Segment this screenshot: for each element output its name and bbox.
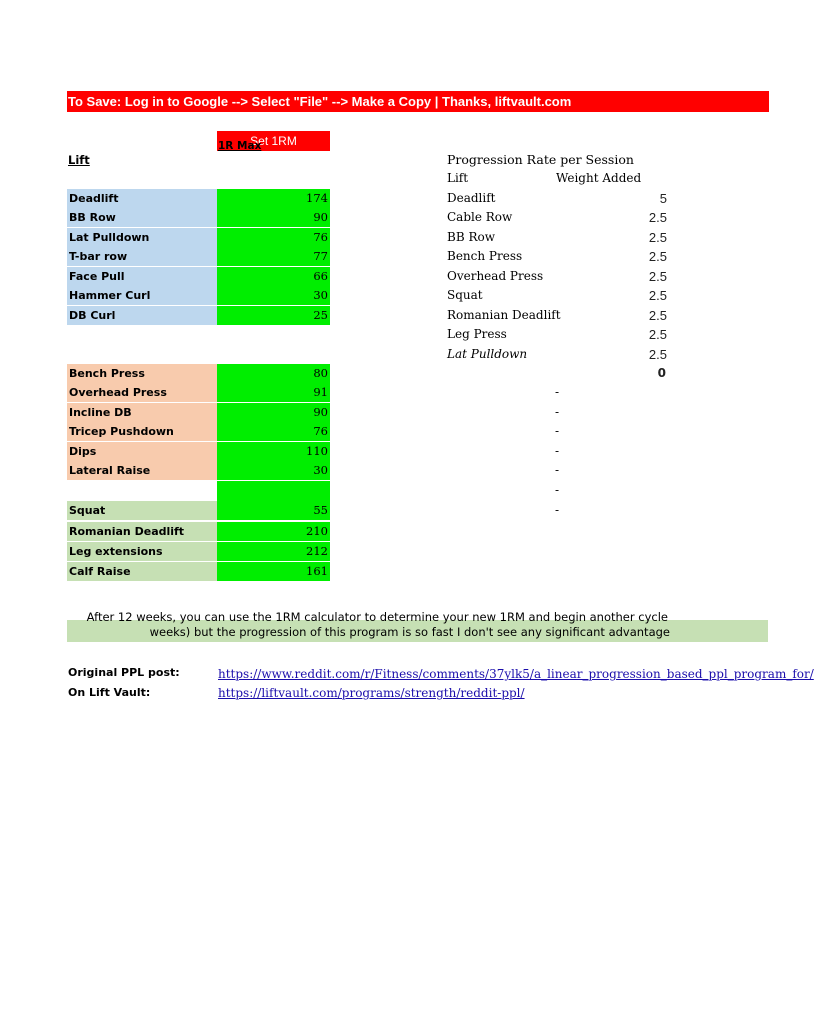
lift-row-overhead-press bbox=[67, 383, 330, 402]
lift-max-input[interactable]: 77 bbox=[217, 247, 330, 266]
progression-lift-header: Lift bbox=[447, 171, 469, 185]
lift-max-input[interactable]: 30 bbox=[217, 461, 330, 480]
lift-vault-link[interactable]: https://liftvault.com/programs/strength/reddit-ppl/ bbox=[218, 686, 525, 700]
progression-lift: BB Row bbox=[447, 230, 495, 244]
lift-max-input[interactable]: 90 bbox=[217, 208, 330, 227]
progression-weight-header: Weight Added bbox=[556, 171, 642, 185]
lift-max-input[interactable]: 90 bbox=[217, 403, 330, 422]
progression-lift: Leg Press bbox=[447, 327, 507, 341]
lift-name: Face Pull bbox=[67, 267, 217, 286]
progression-total: 0 bbox=[657, 366, 666, 380]
lift-row-db-curl bbox=[67, 306, 330, 325]
lift-name: Hammer Curl bbox=[67, 286, 217, 305]
lift-name: Lateral Raise bbox=[67, 461, 217, 480]
program-note bbox=[67, 610, 768, 642]
lift-name: DB Curl bbox=[67, 306, 217, 325]
lift-max-input[interactable]: 174 bbox=[217, 189, 330, 208]
progression-weight[interactable]: 5 bbox=[659, 191, 667, 206]
original-post-link-wrap bbox=[218, 665, 814, 683]
progression-weight[interactable]: 2.5 bbox=[648, 249, 667, 264]
lift-name: Lat Pulldown bbox=[67, 228, 217, 247]
set-1rm-header: Set 1RM bbox=[217, 131, 330, 151]
progression-weight[interactable]: 2.5 bbox=[648, 288, 667, 303]
lift-max-input[interactable]: 55 bbox=[217, 501, 330, 520]
lift-row-deadlift bbox=[67, 189, 330, 208]
lift-row-incline-db bbox=[67, 403, 330, 422]
progression-lift: Lat Pulldown bbox=[447, 347, 528, 361]
dash-placeholder: - bbox=[555, 483, 560, 497]
original-post-link[interactable]: https://www.reddit.com/r/Fitness/comments/37ylk5/a_linear_progression_based_ppl_program_for/ bbox=[218, 667, 814, 681]
progression-weight[interactable]: 2.5 bbox=[648, 210, 667, 225]
progression-lift: Deadlift bbox=[447, 191, 496, 205]
lift-row-lat-pulldown bbox=[67, 228, 330, 247]
lift-max-input[interactable]: 76 bbox=[217, 228, 330, 247]
lift-name: Tricep Pushdown bbox=[67, 422, 217, 441]
lift-vault-label: On Lift Vault: bbox=[68, 686, 151, 699]
lift-column-header: Lift bbox=[68, 153, 90, 167]
lift-row-dips bbox=[67, 442, 330, 461]
dash-placeholder: - bbox=[555, 503, 560, 517]
lift-max-input[interactable]: 80 bbox=[217, 364, 330, 383]
progression-weight[interactable]: 2.5 bbox=[648, 347, 667, 362]
lift-name: Calf Raise bbox=[67, 562, 217, 581]
lift-name: BB Row bbox=[67, 208, 217, 227]
lift-max-input[interactable]: 91 bbox=[217, 383, 330, 402]
progression-lift: Romanian Deadlift bbox=[447, 308, 561, 322]
progression-lift: Bench Press bbox=[447, 249, 523, 263]
dash-placeholder: - bbox=[555, 424, 560, 438]
lift-max-input[interactable]: 66 bbox=[217, 267, 330, 286]
lift-row-t-bar-row bbox=[67, 247, 330, 266]
progression-total-row bbox=[447, 364, 667, 383]
lift-name: Dips bbox=[67, 442, 217, 461]
progression-row bbox=[447, 267, 667, 286]
progression-row bbox=[447, 325, 667, 344]
lift-max-input[interactable]: 76 bbox=[217, 422, 330, 441]
lift-name: Romanian Deadlift bbox=[67, 522, 217, 541]
lift-name: Bench Press bbox=[67, 364, 217, 383]
lift-row-tricep-pushdown bbox=[67, 422, 330, 441]
lift-max-input[interactable]: 210 bbox=[217, 522, 330, 541]
progression-weight[interactable]: 2.5 bbox=[648, 327, 667, 342]
lift-row-leg-extensions bbox=[67, 542, 330, 561]
note-line-1: After 12 weeks, you can use the 1RM calculator to determine your new 1RM and begin another cycle bbox=[86, 610, 668, 624]
progression-row bbox=[447, 286, 667, 305]
dash-placeholder: - bbox=[555, 463, 560, 477]
progression-row bbox=[447, 228, 667, 247]
lift-row-hammer-curl bbox=[67, 286, 330, 305]
lift-name: Incline DB bbox=[67, 403, 217, 422]
lift-row-calf-raise bbox=[67, 562, 330, 581]
progression-weight[interactable]: 2.5 bbox=[648, 269, 667, 284]
lift-name: Squat bbox=[67, 501, 217, 520]
empty-input-cell[interactable] bbox=[217, 481, 330, 501]
lift-max-input[interactable]: 161 bbox=[217, 562, 330, 581]
lift-name: Leg extensions bbox=[67, 542, 217, 561]
lift-row-romanian-deadlift bbox=[67, 522, 330, 541]
lift-name: Overhead Press bbox=[67, 383, 217, 402]
progression-row bbox=[447, 208, 667, 227]
lift-row-bb-row bbox=[67, 208, 330, 227]
progression-row bbox=[447, 189, 667, 208]
progression-lift: Overhead Press bbox=[447, 269, 544, 283]
lift-name: Deadlift bbox=[67, 189, 217, 208]
lift-max-input[interactable]: 25 bbox=[217, 306, 330, 325]
save-instructions-banner: To Save: Log in to Google --> Select "File" --> Make a Copy | Thanks, liftvault.com bbox=[67, 91, 769, 112]
progression-row bbox=[447, 306, 667, 325]
dash-placeholder: - bbox=[555, 405, 560, 419]
progression-lift: Cable Row bbox=[447, 210, 513, 224]
original-post-label: Original PPL post: bbox=[68, 666, 180, 679]
lift-row-face-pull bbox=[67, 267, 330, 286]
lift-row-lateral-raise bbox=[67, 461, 330, 480]
note-line-2: weeks) but the progression of this program is so fast I don't see any significant advantage bbox=[149, 625, 670, 639]
dash-placeholder: - bbox=[555, 385, 560, 399]
dash-placeholder: - bbox=[555, 444, 560, 458]
lift-name: T-bar row bbox=[67, 247, 217, 266]
one-rep-max-header: 1R Max bbox=[218, 140, 262, 152]
progression-lift: Squat bbox=[447, 288, 483, 302]
progression-title: Progression Rate per Session bbox=[447, 152, 634, 167]
lift-row-bench-press bbox=[67, 364, 330, 383]
lift-max-input[interactable]: 110 bbox=[217, 442, 330, 461]
progression-weight[interactable]: 2.5 bbox=[648, 308, 667, 323]
lift-max-input[interactable]: 30 bbox=[217, 286, 330, 305]
lift-row-squat bbox=[67, 501, 330, 520]
lift-max-input[interactable]: 212 bbox=[217, 542, 330, 561]
progression-row bbox=[447, 345, 667, 364]
progression-row bbox=[447, 247, 667, 266]
progression-weight[interactable]: 2.5 bbox=[648, 230, 667, 245]
